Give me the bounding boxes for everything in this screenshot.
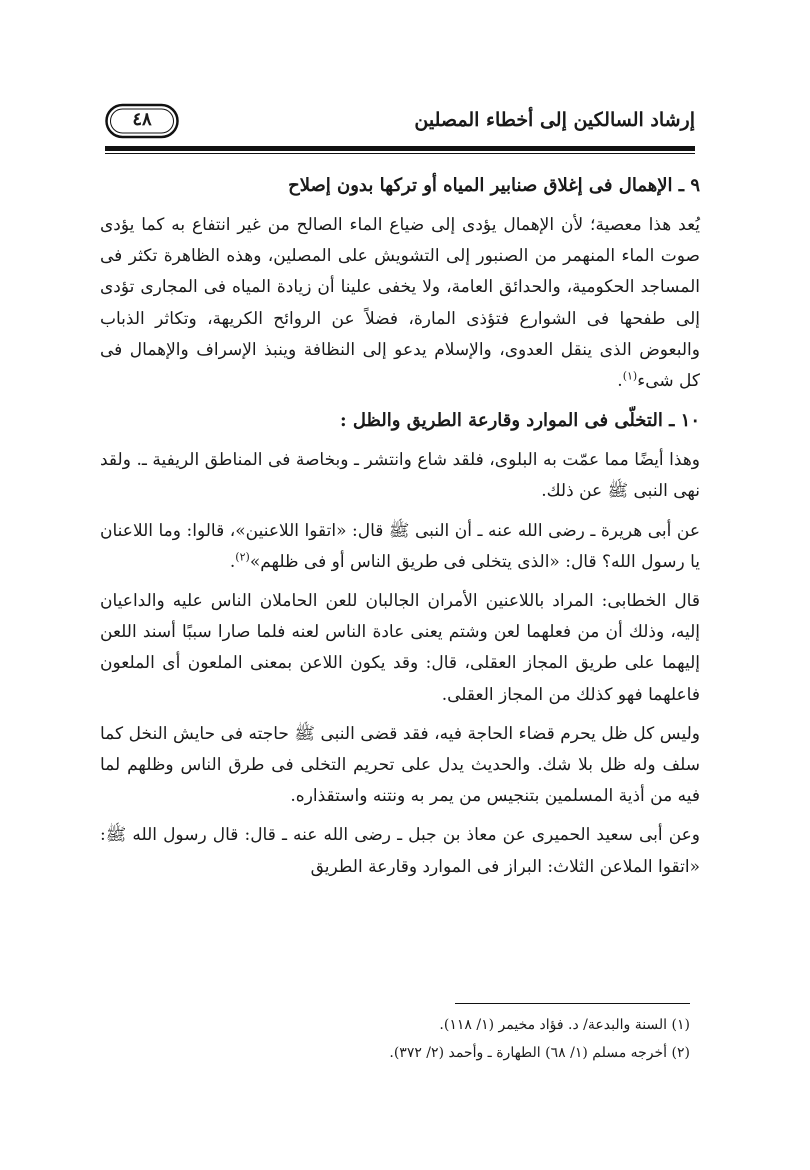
paragraph (100, 820, 700, 882)
footnote-separator (455, 1003, 690, 1004)
paragraph (100, 586, 700, 711)
section-heading-9: ٩ ـ الإهمال فى إغلاق صنابير المياه أو تركها بدون إصلاح (288, 175, 700, 196)
paragraph-text: وليس كل ظل يحرم قضاء الحاجة فيه، فقد قضى النبى ﷺ حاجته فى حايش النخل كما سلف وله ظل بلا شك. والحديث يدل على تحريم التخلى فى طرق الناس وظلهم لما فيه من أذية المسلمين بتنجيس من يمر به ونتنه واستقذاره. (100, 723, 700, 807)
paragraph-text: عن أبى هريرة ـ رضى الله عنه ـ أن النبى ﷺ قال: «اتقوا اللاعنين»، قالوا: وما اللاعنان يا رسول الله؟ قال: «الذى يتخلى فى طريق الناس أو فى ظلهم» (100, 520, 700, 572)
footnotes (100, 1012, 690, 1068)
header-rule-thin (105, 153, 695, 154)
paragraph (100, 516, 700, 578)
page-header (105, 103, 695, 147)
paragraph (100, 445, 700, 507)
paragraph (100, 210, 700, 397)
paragraph-end: . (229, 551, 236, 572)
paragraph-end: . (617, 371, 623, 392)
footnote-2: (٢) أخرجه مسلم (١/ ٦٨) الطهارة ـ وأحمد (٢/ ٣٧٢). (389, 1045, 690, 1061)
footnote-ref: (١) (622, 369, 638, 383)
paragraph-text: قال الخطابى: المراد باللاعنين الأمران الجالبان للعن الحاملان الناس عليه والداعيان إليه، وذلك أن من فعلهما لعن وشتم يعنى عادة الناس لعنه فلما صارا سببًا أسند اللعن إليهما على طريق المجاز العقلى، قال: وقد يكون اللاعن بمعنى الملعون أى الملعون فاعلهما فهو كذلك من المجاز العقلى. (100, 591, 700, 705)
section-heading-10: ١٠ ـ التخلّى فى الموارد وقارعة الطريق والظل : (339, 410, 700, 432)
page-number-badge (105, 103, 179, 139)
header-rule-thick (105, 146, 695, 151)
footnote-1: (١) السنة والبدعة/ د. فؤاد مخيمر (١/ ١١٨). (439, 1017, 690, 1033)
paragraph-text: يُعد هذا معصية؛ لأن الإهمال يؤدى إلى ضياع الماء الصالح من غير انتفاع به كما يؤدى صوت الماء المنهمر من الصنبور إلى التشويش على المصلين، وهذه الظاهرة تكثر فى المساجد الحكومية، والحدائق العامة، ولا يخفى علينا أن زيادة المياه فى المجارى تؤدى إلى طفحها فى الشوارع فتؤذى المارة، فضلاً عن الروائح الكريهة، وتكاثر الذباب والبعوض الذى ينقل العدوى، والإسلام يدعو إلى النظافة وينبذ الإسراف والإهمال فى كل شىء (100, 215, 700, 392)
page-body (100, 170, 700, 891)
running-title: إرشاد السالكين إلى أخطاء المصلين (414, 109, 695, 131)
footnote-ref: (٢) (235, 550, 250, 564)
paragraph (100, 719, 700, 813)
paragraph-text: وهذا أيضًا مما عمّت به البلوى، فلقد شاع وانتشر ـ وبخاصة فى المناطق الريفية ـ. ولقد نهى النبى ﷺ عن ذلك. (100, 450, 700, 502)
paragraph-text: وعن أبى سعيد الحميرى عن معاذ بن جبل ـ رضى الله عنه ـ قال: قال رسول الله ﷺ: «اتقوا الملاعن الثلاث: البراز فى الموارد وقارعة الطريق (100, 825, 700, 877)
page-number: ٤٨ (132, 109, 152, 130)
